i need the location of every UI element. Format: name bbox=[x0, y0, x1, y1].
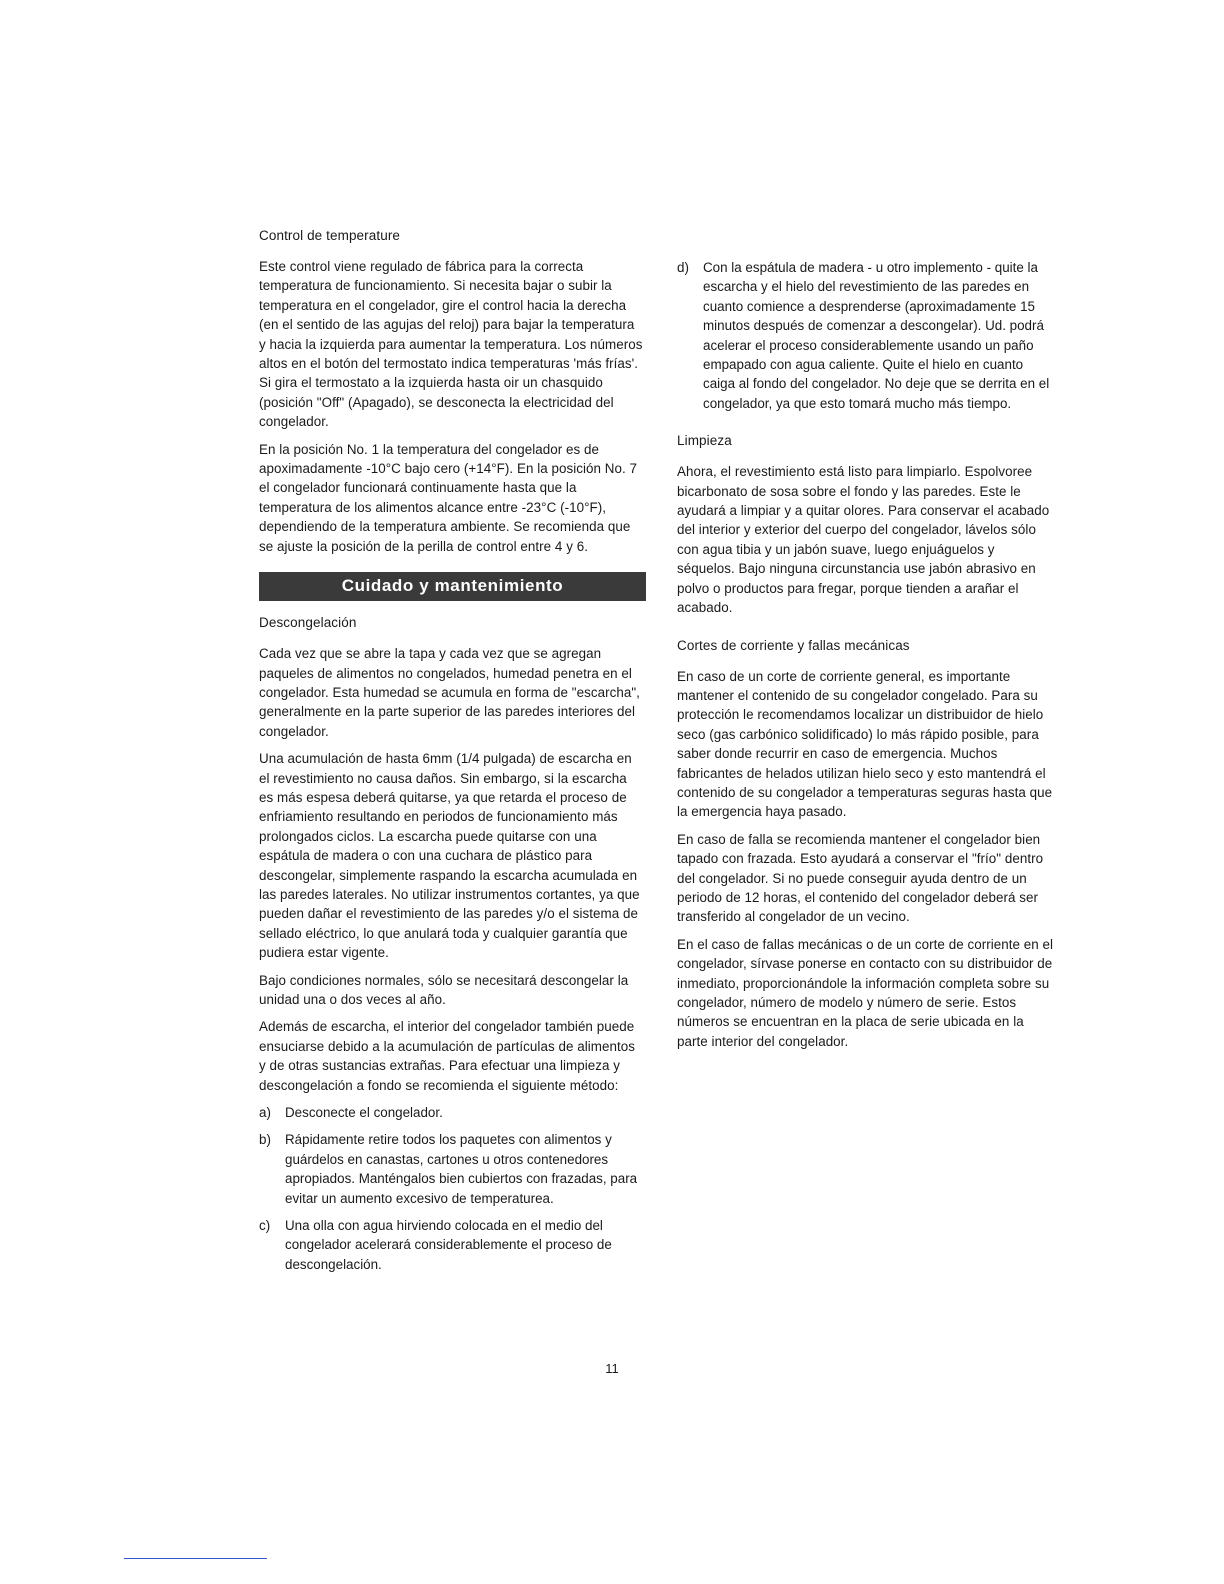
cleaning-paragraph-1: Ahora, el revestimiento está listo para limpiarlo. Espolvoree bicarbonato de sosa sobre el fondo y las paredes. Este le ayudará a limpiar y a quitar olores. Para conservar el acabado del interior y exterior del cuerpo del congelador, lávelos sólo con agua tibia y un jabón suave, luego enjuáguelos y séquelos. Bajo ninguna circunstancia use jabón abrasivo en polvo o productos para fregar, porque tienden a arañar el acabado. bbox=[677, 464, 1050, 616]
step-c-text: Una olla con agua hirviendo colocada en el medio del congelador acelerará considerablemente el proceso de descongelación. bbox=[285, 1218, 612, 1272]
control-temperature-heading: Control de temperature bbox=[259, 228, 401, 243]
defrost-paragraph-4: Además de escarcha, el interior del congelador también puede ensuciarse debido a la acumulación de partículas de alimentos y de otras sustancias extrañas. Para efectuar una limpieza y descongelación a fondo se recomienda el siguiente método: bbox=[259, 1019, 635, 1093]
step-c bbox=[259, 1216, 644, 1274]
defrost-paragraph-1: Cada vez que se abre la tapa y cada vez que se agregan paqueles de alimentos no congelados, humedad penetra en el congelador. Esta humedad se acumula en forma de "escarcha", generalmente en la parte superior de las paredes interiores del congelador. bbox=[259, 646, 640, 739]
step-b-text: Rápidamente retire todos los paquetes con alimentos y guárdelos en canastas, cartones u otros contenedores apropiados. Manténgalos bien cubiertos con frazadas, para evitar un aumento excesivo de temperaturea. bbox=[285, 1132, 638, 1206]
right-column bbox=[677, 258, 1055, 1059]
step-a bbox=[259, 1103, 644, 1122]
step-a-text: Desconecte el congelador. bbox=[285, 1105, 443, 1121]
step-d-text: Con la espátula de madera - u otro implemento - quite la escarcha y el hielo del revestimiento de las paredes en cuanto comience a desprenderse (aproximadamente 15 minutos después de comenzar a descongelar). Ud. podrá acelerar el proceso considerablemente usando un paño empapado con agua caliente. Quite el hielo en cuanto caiga al fondo del congelador. No deje que se derrita en el congelador, ya que esto tomará mucho más tiempo. bbox=[703, 260, 1050, 411]
step-b-label: b) bbox=[259, 1132, 271, 1148]
care-maintenance-banner: Cuidado y mantenimiento bbox=[259, 572, 646, 601]
defrost-heading: Descongelación bbox=[259, 615, 357, 631]
footnote-divider bbox=[124, 1558, 267, 1559]
control-paragraph-1: Este control viene regulado de fábrica para la correcta temperatura de funcionamiento. Si necesita bajar o subir la temperatura en el congelador, gire el control hacia la derecha (en el sentido de las agujas del reloj) para bajar la temperatura y hacia la izquierda para aumentar la temperatura. Los números altos en el botón del termostato indica temperaturas 'más frías'. Si gira el termostato a la izquierda hasta oir un chasquido (posición "Off" (Apagado), se desconecta la electricidad del congelador. bbox=[259, 259, 643, 430]
step-c-label: c) bbox=[259, 1218, 271, 1234]
defrost-paragraph-2: Una acumulación de hasta 6mm (1/4 pulgada) de escarcha en el revestimiento no causa daños. Sin embargo, si la escarcha es más espesa deberá quitarse, ya que retarda el proceso de enfriamiento resultando en periodos de funcionamiento más prolongados ciclos. La escarcha puede quitarse con una espátula de madera o con una cuchara de plástico para descongelar, simplemente raspando la escarcha acumulada en las paredes laterales. No utilizar instrumentos cortantes, ya que pueden dañar el revestimiento de las paredes y/o el sistema de sellado eléctrico, lo que anulará toda y cualquier garantía que pudiera estar vigente. bbox=[259, 751, 640, 961]
cleaning-heading: Limpieza bbox=[677, 433, 732, 449]
outage-paragraph-2: En caso de falla se recomienda mantener el congelador bien tapado con frazada. Esto ayudará a conservar el "frío" dentro del congelador. Si no puede conseguir ayuda dentro de un periodo de 12 horas, el contenido del congelador deberá ser transferido al congelador de un vecino. bbox=[677, 831, 1044, 925]
outage-heading: Cortes de corriente y fallas mecánicas bbox=[677, 637, 910, 653]
step-d bbox=[677, 258, 1055, 413]
outage-paragraph-1: En caso de un corte de corriente general, es importante mantener el contenido de su congelador congelado. Para su protección le recomendamos localizar un distribuidor de hielo seco (gas carbónico solidificado) lo más rápido posible, para saber donde recurrir en caso de emergencia. Muchos fabricantes de helados utilizan hielo seco y esto mantendrá el contenido de su congelador a temperaturas seguras hasta que la emergencia haya pasado. bbox=[677, 668, 1053, 820]
step-b bbox=[259, 1130, 644, 1208]
step-d-label: d) bbox=[677, 260, 689, 275]
left-column bbox=[259, 228, 644, 1282]
defrost-paragraph-3: Bajo condiciones normales, sólo se necesitará descongelar la unidad una o dos veces al año. bbox=[259, 972, 629, 1007]
outage-paragraph-3: En el caso de fallas mecánicas o de un corte de corriente en el congelador, sírvase ponerse en contacto con su distribuidor de inmediato, proporcionándole la información completa sobre su congelador, número de modelo y número de serie. Estos números se encuentran en la placa de serie ubicada en la parte interior del congelador. bbox=[677, 936, 1054, 1049]
control-paragraph-2: En la posición No. 1 la temperatura del congelador es de apoximadamente -10°C bajo cero (+14°F). En la posición No. 7 el congelador funcionará continuamente hasta que la temperatura de los alimentos alcance entre -23°C (-10°F), dependiendo de la temperatura ambiente. Se recomienda que se ajuste la posición de la perilla de control entre 4 y 6. bbox=[259, 441, 638, 554]
page-number: 11 bbox=[605, 1361, 619, 1376]
step-a-label: a) bbox=[259, 1105, 271, 1121]
